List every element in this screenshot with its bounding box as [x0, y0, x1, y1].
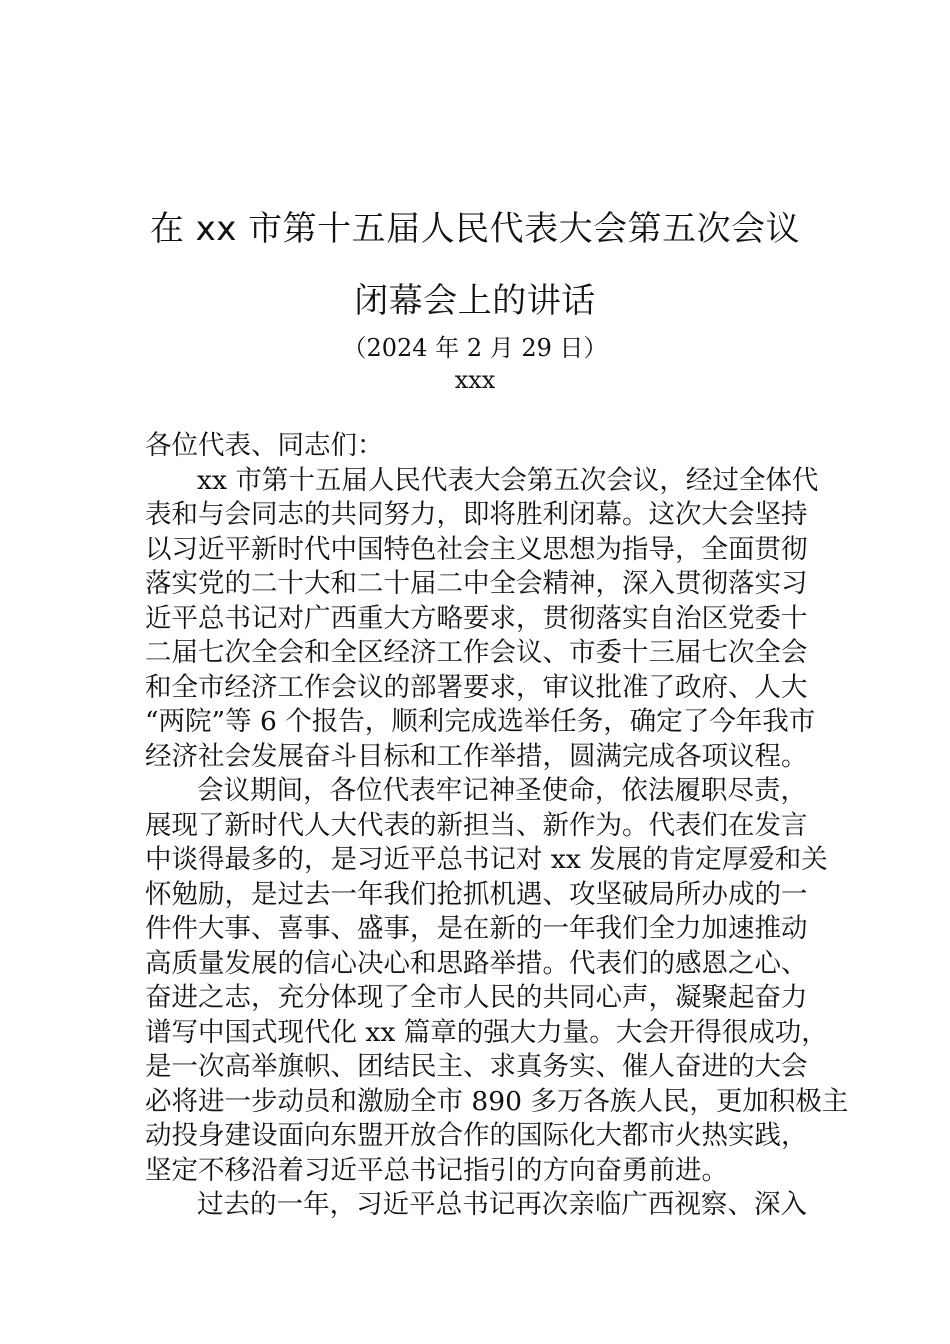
- title-line-2: 闭幕会上的讲话: [354, 281, 596, 321]
- paragraph-line: 会议期间，各位代表牢记神圣使命，依法履职尽责，: [197, 775, 807, 806]
- paragraph-line: 二届七次全会和全区经济工作会议、市委十三届七次全会: [145, 637, 808, 668]
- paragraph-line: 中谈得最多的，是习近平总书记对 xx 发展的肯定厚爱和关: [145, 844, 828, 875]
- paragraph-line: 件件大事、喜事、盛事，是在新的一年我们全力加速推动: [145, 913, 808, 944]
- paragraph-line: “两院”等 6 个报告，顺利完成选举任务，确定了今年我市: [145, 706, 816, 737]
- paragraph-line: 必将进一步动员和激励全市 890 多万各族人民，更加积极主: [145, 1085, 849, 1117]
- paragraph-line: 奋进之志，充分体现了全市人民的共同心声，凝聚起奋力: [145, 982, 808, 1013]
- paragraph-line: 是一次高举旗帜、团结民主、求真务实、催人奋进的大会: [145, 1051, 808, 1082]
- paragraph-line: 高质量发展的信心决心和思路举措。代表们的感恩之心、: [145, 947, 808, 979]
- paragraph-line: 怀勉励，是过去一年我们抢抓机遇、攻坚破局所办成的一: [145, 878, 808, 910]
- paragraph-2: [145, 774, 849, 1188]
- paragraph-3: [145, 1188, 807, 1223]
- speech-date: （2024 年 2 月 29 日）: [342, 334, 608, 362]
- paragraph-line: 展现了新时代人大代表的新担当、新作为。代表们在发言: [145, 809, 808, 841]
- paragraph-line: 过去的一年，习近平总书记再次亲临广西视察、深入: [197, 1189, 807, 1220]
- paragraph-line: xx 市第十五届人民代表大会第五次会议，经过全体代: [197, 464, 819, 496]
- paragraph-line: 近平总书记对广西重大方略要求，贯彻落实自治区党委十: [145, 602, 808, 634]
- speech-body: [145, 429, 849, 1223]
- paragraph-line: 和全市经济工作会议的部署要求，审议批准了政府、人大: [145, 671, 808, 703]
- paragraph-line: 落实党的二十大和二十届二中全会精神，深入贯彻落实习: [145, 568, 808, 599]
- salutation: 各位代表、同志们：: [145, 430, 384, 461]
- paragraph-line: 经济社会发展奋斗目标和工作举措，圆满完成各项议程。: [145, 740, 808, 772]
- paragraph-line: 以习近平新时代中国特色社会主义思想为指导，全面贯彻: [145, 533, 808, 565]
- paragraph-1: [145, 464, 819, 775]
- paragraph-line: 坚定不移沿着习近平总书记指引的方向奋勇前进。: [145, 1154, 728, 1186]
- paragraph-line: 谱写中国式现代化 xx 篇章的强大力量。大会开得很成功，: [145, 1016, 828, 1048]
- speaker-name: xxx: [454, 366, 496, 394]
- title-line-1: 在 xx 市第十五届人民代表大会第五次会议: [149, 209, 801, 249]
- paragraph-line: 表和与会同志的共同努力，即将胜利闭幕。这次大会坚持: [145, 499, 808, 530]
- paragraph-line: 动投身建设面向东盟开放合作的国际化大都市火热实践，: [145, 1120, 808, 1151]
